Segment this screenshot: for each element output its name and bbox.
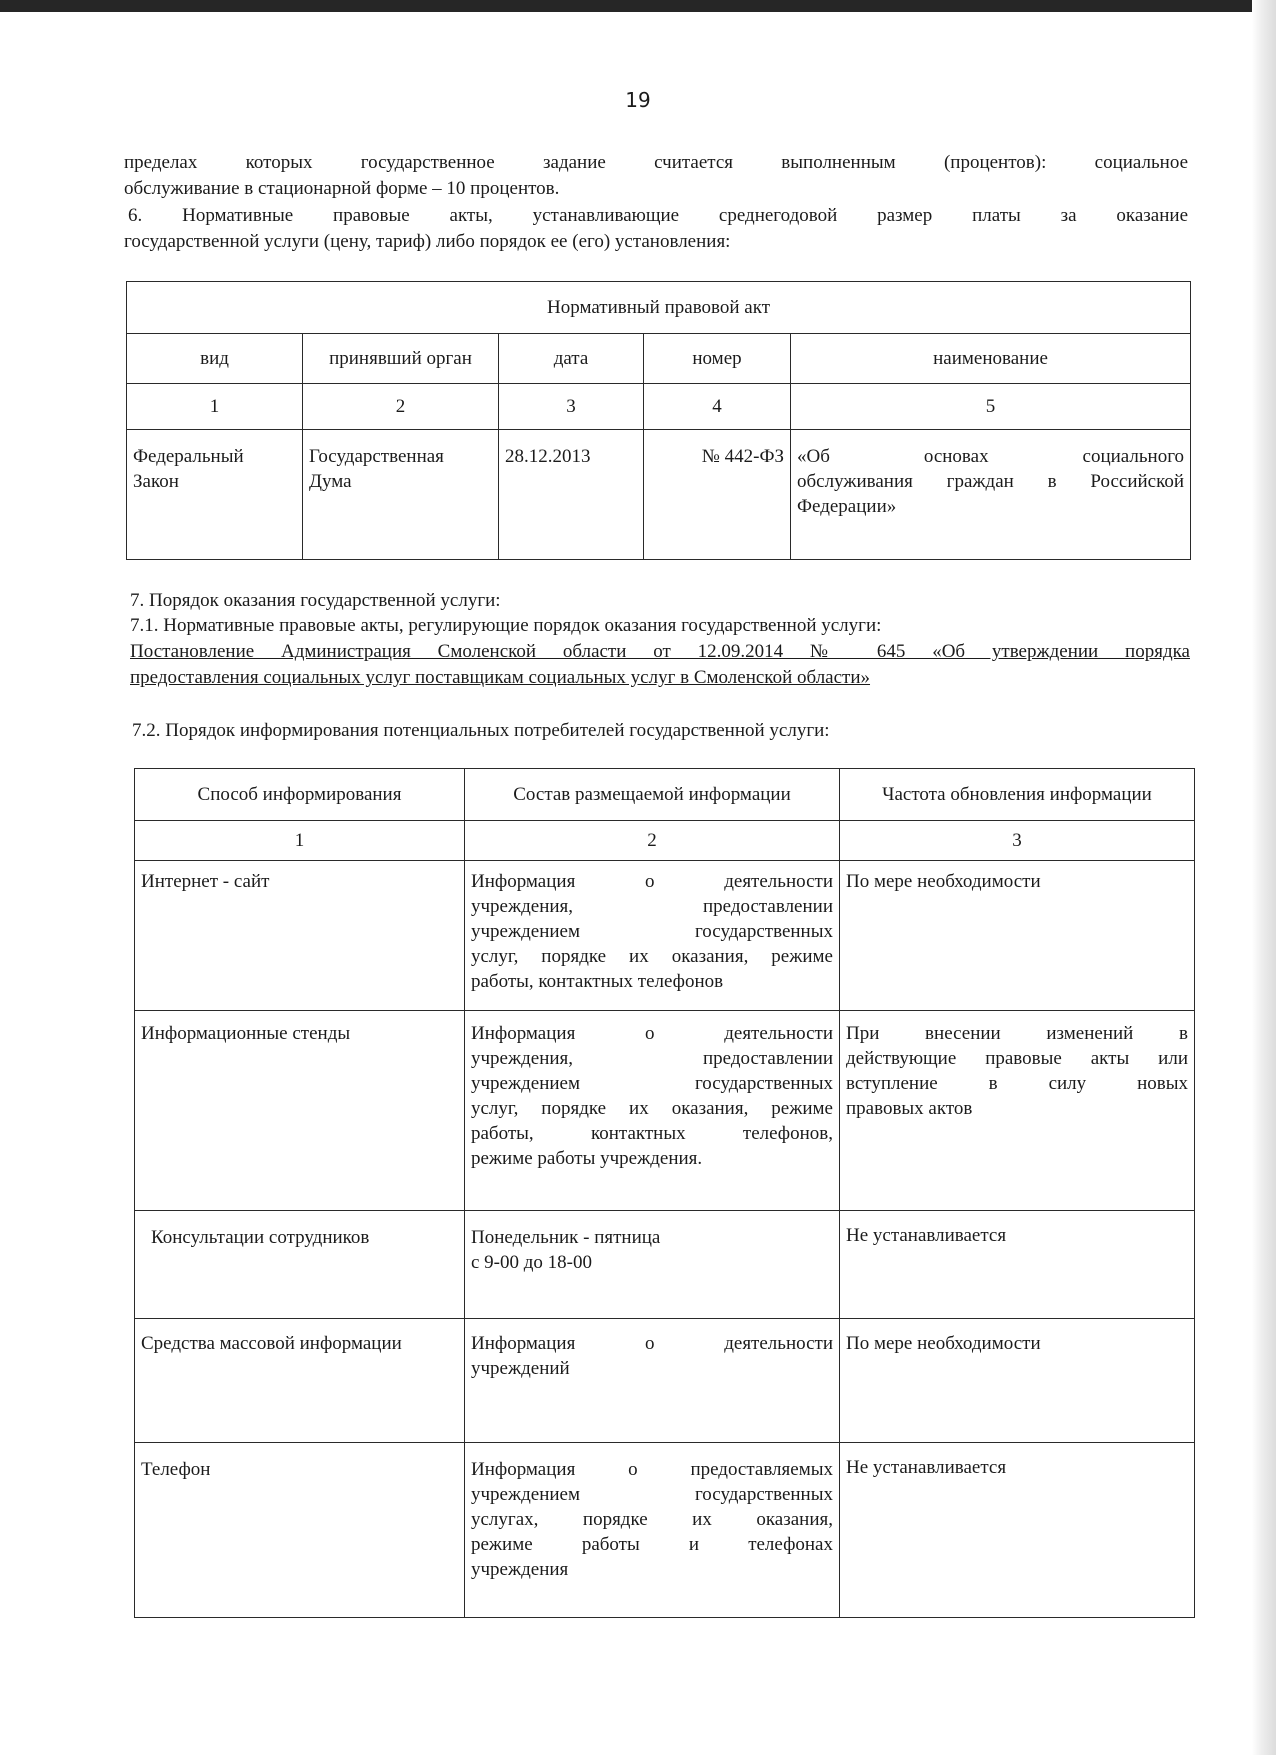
info-row-frequency: По мере необходимости: [840, 861, 1195, 1011]
info-row-method: Консультации сотрудников: [135, 1211, 465, 1319]
info-row-frequency: Не устанавливается: [840, 1211, 1195, 1319]
info-colnum-3: 3: [840, 821, 1195, 861]
acts-colnum-4: 4: [644, 384, 791, 430]
acts-colnum-2: 2: [303, 384, 499, 430]
acts-header-name: наименование: [791, 334, 1191, 384]
acts-row-kind: Федеральный Закон: [127, 430, 303, 560]
info-row-content: Информация о деятельности учреждения, предоставлении учреждением государственных услуг, порядке их оказания, режиме работы, контактных телефонов: [465, 861, 840, 1011]
info-row-content: Понедельник - пятница с 9-00 до 18-00: [465, 1211, 840, 1319]
section7-2-heading: 7.2. Порядок информирования потенциальных потребителей государственной услуги:: [132, 720, 830, 741]
decree-line1: Постановление Администрация Смоленской области от 12.09.2014 № 645 «Об утверждении порядка: [130, 641, 1190, 662]
info-row-phone: [135, 1443, 1195, 1618]
info-colnum-1: 1: [135, 821, 465, 861]
info-row-stands: [135, 1011, 1195, 1211]
info-row-method: Интернет - сайт: [135, 861, 465, 1011]
info-header-frequency: Частота обновления информации: [840, 769, 1195, 821]
acts-row-body: Государственная Дума: [303, 430, 499, 560]
info-colnum-2: 2: [465, 821, 840, 861]
info-row-frequency: Не устанавливается: [840, 1443, 1195, 1618]
section7-1-heading: 7.1. Нормативные правовые акты, регулирующие порядок оказания государственной услуги:: [130, 615, 882, 636]
info-row-method: Средства массовой информации: [135, 1319, 465, 1443]
acts-header-kind: вид: [127, 334, 303, 384]
acts-header-number: номер: [644, 334, 791, 384]
info-row-method: Информационные стенды: [135, 1011, 465, 1211]
acts-table-title: Нормативный правовой акт: [127, 282, 1191, 334]
info-row-content: Информация о предоставляемых учреждением государственных услугах, порядке их оказания, режиме работы и телефонах учреждения: [465, 1443, 840, 1618]
section6-line1: 6. Нормативные правовые акты, устанавливающие среднегодовой размер платы за оказание: [128, 205, 1188, 226]
section5-tail-line1: пределах которых государственное задание считается выполненным (процентов): социальное: [124, 152, 1188, 173]
acts-header-date: дата: [499, 334, 644, 384]
acts-row-date: 28.12.2013: [499, 430, 644, 560]
info-row-consultations: [135, 1211, 1195, 1319]
section6-line2: государственной услуги (цену, тариф) либо порядок ее (его) установления:: [124, 231, 731, 252]
page-number: 19: [625, 88, 651, 112]
info-table: [134, 768, 1195, 1618]
acts-header-body: принявший орган: [303, 334, 499, 384]
info-row-content: Информация о деятельности учреждений: [465, 1319, 840, 1443]
acts-colnum-5: 5: [791, 384, 1191, 430]
info-row-frequency: По мере необходимости: [840, 1319, 1195, 1443]
info-header-content: Состав размещаемой информации: [465, 769, 840, 821]
acts-row-number: № 442-ФЗ: [644, 430, 791, 560]
info-row-frequency: При внесении изменений в действующие правовые акты или вступление в силу новых правовых актов: [840, 1011, 1195, 1211]
info-row-internet: [135, 861, 1195, 1011]
section5-tail-line2: обслуживание в стационарной форме – 10 процентов.: [124, 178, 560, 199]
acts-colnum-3: 3: [499, 384, 644, 430]
section7-heading: 7. Порядок оказания государственной услуги:: [130, 590, 501, 611]
info-row-method: Телефон: [135, 1443, 465, 1618]
acts-row-name: «Об основах социального обслуживания граждан в Российской Федерации»: [791, 430, 1191, 560]
info-row-content: Информация о деятельности учреждения, предоставлении учреждением государственных услуг, порядке их оказания, режиме работы, контактных телефонов, режиме работы учреждения.: [465, 1011, 840, 1211]
scan-top-edge: [0, 0, 1276, 12]
decree-line2: предоставления социальных услуг поставщикам социальных услуг в Смоленской области»: [130, 667, 871, 688]
info-header-method: Способ информирования: [135, 769, 465, 821]
acts-table: [126, 281, 1191, 560]
scan-right-edge: [1252, 0, 1276, 1755]
acts-colnum-1: 1: [127, 384, 303, 430]
info-row-mass-media: [135, 1319, 1195, 1443]
